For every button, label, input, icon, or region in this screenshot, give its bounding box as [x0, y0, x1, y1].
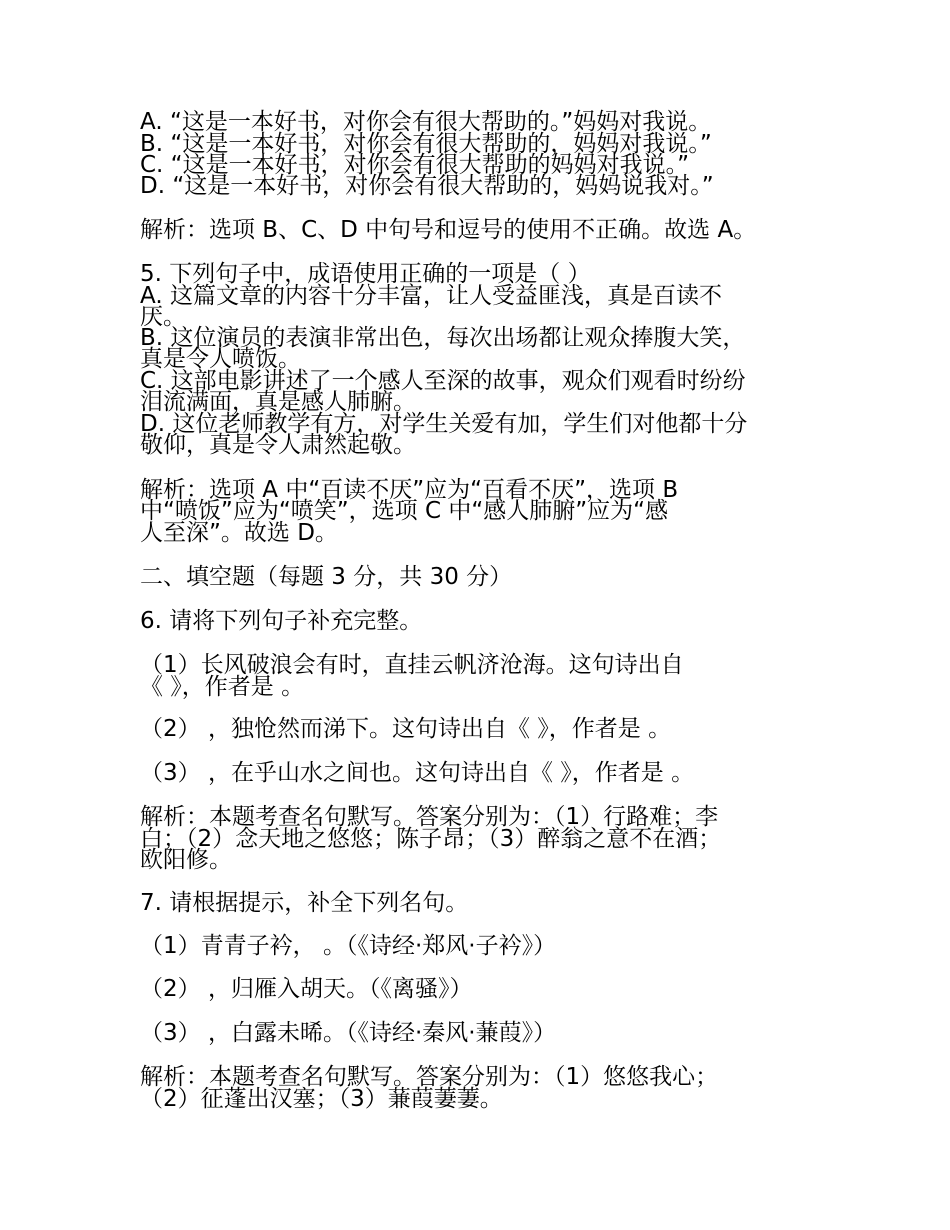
q7-item-1: （1）青青子衿， 。（《诗经·郑风·子衿》）	[140, 933, 557, 959]
q6-analysis-line1: 解析：本题考查名句默写。答案分别为：（1）行路难；李	[140, 804, 719, 830]
q7-analysis-line2: （2）征蓬出汉塞；（3）蒹葭萋萋。	[140, 1086, 503, 1112]
q5-option-a-line1: A. 这篇文章的内容十分丰富，让人受益匪浅，真是百读不	[140, 283, 722, 309]
q6-item-2: （2） ，独怆然而涕下。这句诗出自《 》，作者是 。	[140, 716, 672, 742]
q7-item-3: （3） ，白露未晞。（《诗经·秦风·蒹葭》）	[140, 1020, 557, 1046]
q4-option-b: B. “这是一本好书，对你会有很大帮助的，妈妈对我说。”	[140, 131, 712, 157]
q6-item-1-line1: （1）长风破浪会有时，直挂云帆济沧海。这句诗出自	[140, 652, 684, 678]
q5-option-a-line2: 厌。	[140, 304, 186, 330]
q6-item-3: （3） ，在乎山水之间也。这句诗出自《 》，作者是 。	[140, 760, 695, 786]
q5-option-c-line2: 泪流满面，真是感人肺腑。	[140, 389, 416, 415]
q6-question: 6. 请将下列句子补充完整。	[140, 608, 423, 634]
q4-option-a: A. “这是一本好书，对你会有很大帮助的。”妈妈对我说。	[140, 109, 712, 135]
q5-analysis-line3: 人至深”。故选 D。	[140, 520, 338, 546]
q7-question: 7. 请根据提示，补全下列名句。	[140, 890, 469, 916]
q7-analysis-line1: 解析：本题考查名句默写。答案分别为：（1）悠悠我心；	[140, 1064, 719, 1090]
q4-option-d: D. “这是一本好书，对你会有很大帮助的，妈妈说我对。”	[140, 173, 714, 199]
q6-item-1-line2: 《 》，作者是 。	[140, 674, 305, 700]
q5-option-d-line2: 敬仰，真是令人肃然起敬。	[140, 432, 416, 458]
q5-question: 5. 下列句子中，成语使用正确的一项是（ ）	[140, 261, 591, 287]
q5-option-d-line1: D. 这位老师教学有方，对学生关爱有加，学生们对他都十分	[140, 411, 748, 437]
q4-analysis: 解析：选项 B、C、D 中句号和逗号的使用不正确。故选 A。	[140, 217, 757, 243]
q5-option-b-line2: 真是令人喷饭。	[140, 346, 301, 372]
q5-analysis-line2: 中“喷饭”应为“喷笑”，选项 C 中“感人肺腑”应为“感	[140, 498, 669, 524]
q5-option-c-line1: C. 这部电影讲述了一个感人至深的故事，观众们观看时纷纷	[140, 368, 746, 394]
q6-analysis-line3: 欧阳修。	[140, 847, 232, 873]
q6-analysis-line2: 白；（2）念天地之悠悠；陈子昂；（3）醉翁之意不在酒；	[140, 826, 722, 852]
q5-option-b-line1: B. 这位演员的表演非常出色，每次出场都让观众捧腹大笑，	[140, 325, 746, 351]
q5-analysis-line1: 解析：选项 A 中“百读不厌”应为“百看不厌”，选项 B	[140, 477, 679, 503]
q7-item-2: （2） ，归雁入胡天。（《离骚》）	[140, 976, 473, 1002]
section-heading: 二、填空题（每题 3 分，共 30 分）	[140, 564, 513, 590]
q4-option-c: C. “这是一本好书，对你会有很大帮助的妈妈对我说。”	[140, 152, 690, 178]
